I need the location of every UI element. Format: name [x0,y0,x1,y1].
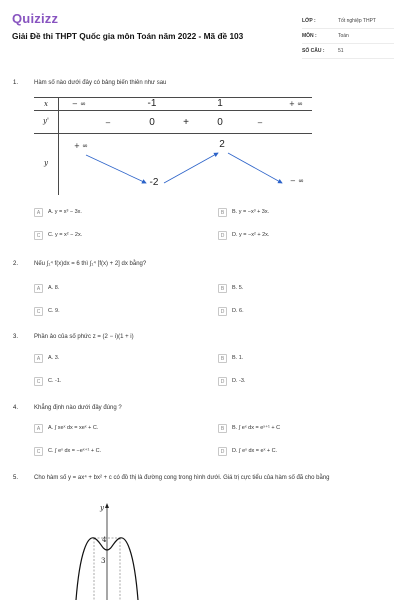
option-text: C. y = x² − 2x. [48,232,83,238]
meta-key: SỐ CÂU : [302,48,325,54]
yprime-sign: − [105,119,111,127]
yprime-zero: 0 [149,117,155,128]
option-text: B. ∫ eˣ dx = eˣ⁺¹ + C [232,425,281,431]
option-text: B. 1. [232,355,244,361]
y-axis-arrow-icon [105,503,109,508]
question-number: 4. [13,405,19,411]
option-letter: D [218,231,227,240]
option-d[interactable] [218,447,388,459]
variation-table [34,97,312,195]
tick-label-4: 4 [102,536,107,544]
option-text: B. y = −x³ + 3x. [232,209,270,215]
option-b[interactable] [218,284,388,296]
question-text: Cho hàm số y = ax⁴ + bx² + c có đồ thị là đường cong trong hình dưới. Giá trị cực tiểu của hàm số đã cho bằng [34,475,330,481]
x-value: − ∞ [72,100,86,108]
question-number: 5. [13,475,19,481]
question-text: Khẳng định nào dưới đây đúng ? [34,405,122,411]
x-value: 1 [217,98,223,109]
meta-key: LỚP : [302,18,316,24]
x-value: + ∞ [289,100,303,108]
option-a[interactable] [34,284,204,296]
exam-meta [302,14,394,59]
y-value: + ∞ [74,142,88,150]
option-b[interactable] [218,424,388,436]
option-letter: D [218,447,227,456]
y-value: -2 [149,177,159,188]
option-c[interactable] [34,307,204,319]
option-text: C. ∫ eˣ dx = −eˣ⁺¹ + C. [48,448,102,454]
option-letter: D [218,377,227,386]
option-text: C. 9. [48,308,60,314]
yprime-label: y' [43,117,49,125]
page-header [0,0,400,60]
option-d[interactable] [218,231,388,243]
meta-row-class [302,14,394,29]
option-text: C. -1. [48,378,62,384]
option-letter: C [34,231,43,240]
option-b[interactable] [218,208,388,220]
option-letter: B [218,208,227,217]
option-letter: C [34,377,43,386]
x-label: x [44,100,48,108]
question-number: 2. [13,261,19,267]
tick-label-3: 3 [101,557,106,565]
meta-row-count [302,44,394,59]
question-text: Nếu ∫₁⁴ f(x)dx = 6 thì ∫₁⁴ [f(x) + 2] dx bằng? [34,261,147,267]
question-text: Hàm số nào dưới đây có bảng biến thiên như sau [34,80,167,86]
option-c[interactable] [34,447,204,459]
yprime-sign: − [257,119,263,127]
yprime-zero: 0 [217,117,223,128]
meta-row-subject [302,29,394,44]
option-text: D. ∫ eˣ dx = eˣ + C. [232,448,278,454]
option-a[interactable] [34,208,204,220]
decrease-arrow [228,153,282,183]
option-text: D. y = −x² + 2x. [232,232,270,238]
option-text: B. 5. [232,285,244,291]
option-text: A. y = x³ − 3x. [48,209,82,215]
yprime-sign: + [183,117,189,128]
meta-value: Tốt nghiệp THPT [338,18,376,24]
option-a[interactable] [34,354,204,366]
option-letter: A [34,354,43,363]
option-text: A. 3. [48,355,60,361]
meta-value: Toán [338,33,349,39]
option-text: A. 8. [48,285,60,291]
y-label: y [44,159,48,167]
y-axis-label: y [100,504,104,512]
option-text: D. -3. [232,378,246,384]
option-letter: B [218,284,227,293]
variation-arrows [34,97,312,195]
option-letter: D [218,307,227,316]
option-text: A. ∫ xeˣ dx = xeˣ + C. [48,425,99,431]
option-c[interactable] [34,231,204,243]
option-d[interactable] [218,377,388,389]
quartic-graph [72,500,142,600]
option-letter: A [34,284,43,293]
exam-title: Giải Đề thi THPT Quốc gia môn Toán năm 2022 - Mã đề 103 [12,31,244,41]
option-letter: B [218,354,227,363]
increase-arrow [164,153,218,183]
decrease-arrow [86,155,146,183]
option-d[interactable] [218,307,388,319]
quizizz-logo: Quizizz [12,11,59,26]
x-value: -1 [147,98,157,109]
meta-key: MÔN : [302,33,317,39]
option-letter: C [34,307,43,316]
option-letter: B [218,424,227,433]
option-letter: C [34,447,43,456]
option-letter: A [34,208,43,217]
y-value: − ∞ [290,177,304,185]
option-c[interactable] [34,377,204,389]
option-b[interactable] [218,354,388,366]
option-a[interactable] [34,424,204,436]
y-value: 2 [219,139,225,150]
option-text: D. 6. [232,308,244,314]
question-number: 3. [13,334,19,340]
question-text: Phần ảo của số phức z = (2 − i)(1 + i) [34,334,134,340]
option-letter: A [34,424,43,433]
question-number: 1. [13,80,19,86]
meta-value: 51 [338,48,344,54]
